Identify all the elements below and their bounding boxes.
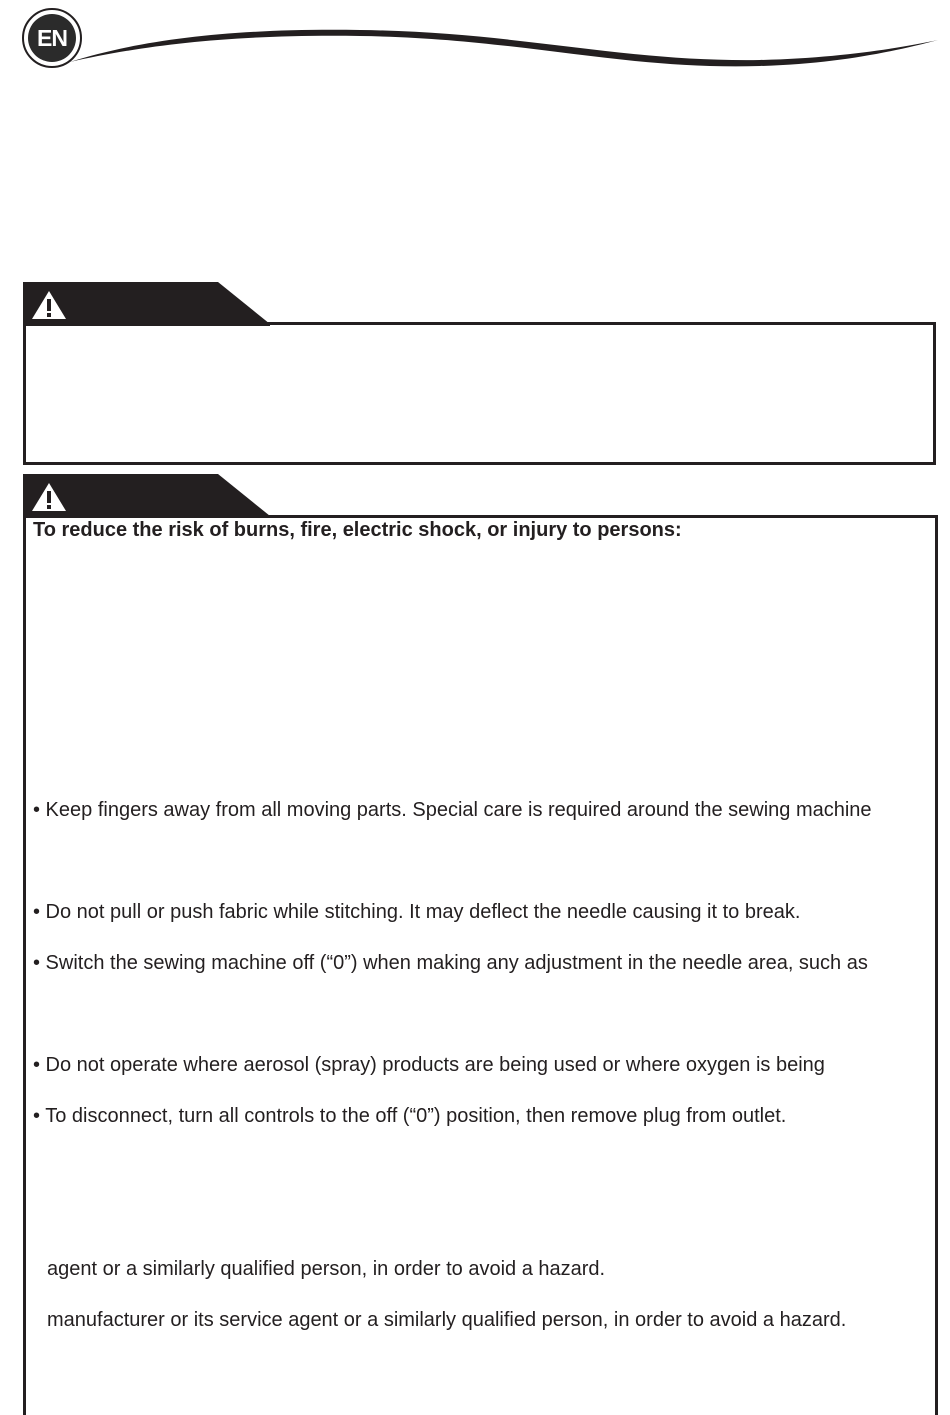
safety-line-aerosol: • Do not operate where aerosol (spray) products are being used or where oxygen is being — [33, 1054, 825, 1076]
header-swoosh — [0, 0, 950, 80]
warning-tab-1 — [23, 282, 270, 326]
safety-line-moving-parts: • Keep fingers away from all moving parts. Special care is required around the sewing machine — [33, 799, 872, 821]
warning-triangle-icon — [31, 290, 67, 320]
safety-line-switch-off: • Switch the sewing machine off (“0”) when making any adjustment in the needle area, such as — [33, 952, 868, 974]
language-badge-label: EN — [28, 14, 76, 62]
warning-tab-2 — [23, 474, 270, 518]
warning-box-1 — [23, 322, 936, 465]
safety-line-fabric: • Do not pull or push fabric while stitching. It may deflect the needle causing it to break. — [33, 901, 801, 923]
safety-line-manufacturer: manufacturer or its service agent or a similarly qualified person, in order to avoid a hazard. — [47, 1309, 847, 1331]
safety-intro: To reduce the risk of burns, fire, electric shock, or injury to persons: — [33, 519, 682, 541]
language-badge — [22, 8, 82, 68]
warning-triangle-icon — [31, 482, 67, 512]
safety-line-agent: agent or a similarly qualified person, in order to avoid a hazard. — [47, 1258, 606, 1280]
safety-line-disconnect: • To disconnect, turn all controls to the off (“0”) position, then remove plug from outlet. — [33, 1105, 787, 1127]
